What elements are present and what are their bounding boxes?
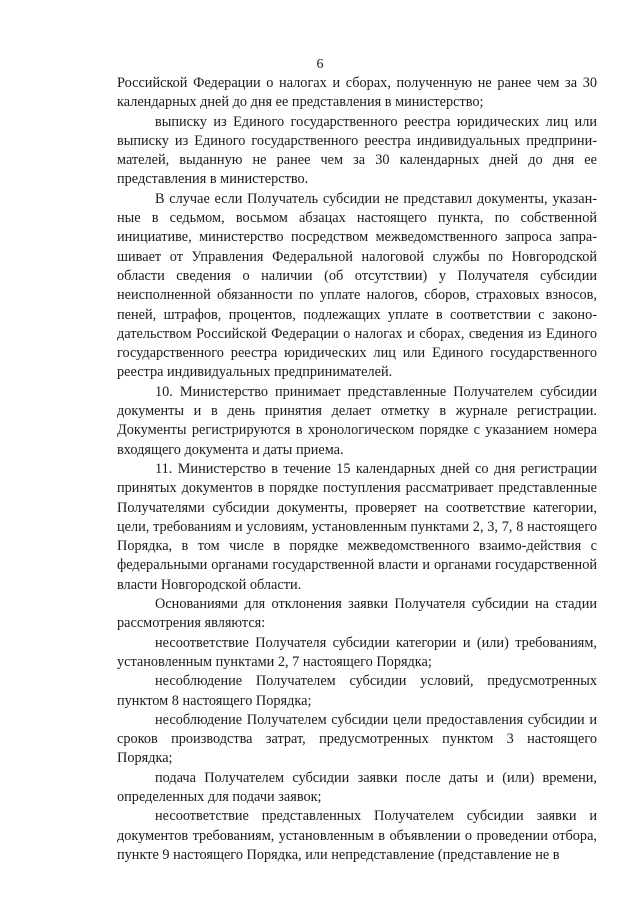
paragraph-item-10: 10. Министерство принимает представленные Получателем субсидии документы и в день принятия делает отметку в журнале регистрации. Документы регистрируются в хронологическом порядке с указанием номера входящего документа и даты приема.: [117, 383, 597, 458]
list-item-purpose-noncompliance: несоблюдение Получателем субсидии цели предоставления субсидии и сроков производства затрат, предусмотренных пунктом 3 настоящего Порядка;: [117, 711, 597, 767]
list-item-conditions-noncompliance: несоблюдение Получателем субсидии условий, предусмотренных пунктом 8 настоящего Порядка;: [117, 673, 597, 709]
list-item-late-submission: подача Получателем субсидии заявки после даты и (или) времени, определенных для подачи заявок;: [117, 769, 597, 805]
paragraph-item-11: 11. Министерство в течение 15 календарных дней со дня регистрации принятых документов в порядке поступления рассматривает представленные Получателями субсидии документы, проверяет на соответствие категории, цели, требованиям и условиям, установленным пунктами 2, 3, 7, 8 настоящего Порядка, в том числе в порядке межведомственного взаимо-действия с федеральными органами государственной власти и органами государственной власти Новгородской области.: [117, 460, 597, 593]
paragraph-rejection-grounds: Основаниями для отклонения заявки Получателя субсидии на стадии рассмотрения являются:: [117, 596, 597, 632]
document-body: [117, 74, 597, 865]
paragraph-registry-extract: выписку из Единого государственного реестра юридических лиц или выписку из Единого государственного реестра индивидуальных предприни-мателей, выданную не ранее чем за 30 календарных дней до дня ее представления в министерство.: [117, 113, 597, 188]
paragraph-interagency-request: В случае если Получатель субсидии не представил документы, указан-ные в седьмом, восьмом абзацах настоящего пункта, по собственной инициативе, министерство посредством межведомственного запроса запра-шивает от Управления Федеральной налоговой службы по Новгородской области сведения о наличии (об отсутствии) у Получателя субсидии неисполненной обязанности по уплате налогов, сборов, страховых взносов, пеней, штрафов, процентов, подлежащих уплате в соответствии с законо-дательством Российской Федерации о налогах и сборах, сведения из Единого государственного реестра юридических лиц или Единого государственного реестра индивидуальных предпринимателей.: [117, 190, 597, 381]
list-item-category-mismatch: несоответствие Получателя субсидии категории и (или) требованиям, установленным пунктами 2, 7 настоящего Порядка;: [117, 634, 597, 670]
paragraph-tax-certificate-end: Российской Федерации о налогах и сборах, полученную не ранее чем за 30 календарных дней до дня ее представления в министерство;: [117, 75, 597, 111]
page-number: 6: [316, 57, 324, 72]
list-item-documents-mismatch: несоответствие представленных Получателем субсидии заявки и документов требованиям, установленным в объявлении о проведении отбора, пункте 9 настоящего Порядка, или непредставление (представление не в: [117, 808, 597, 863]
